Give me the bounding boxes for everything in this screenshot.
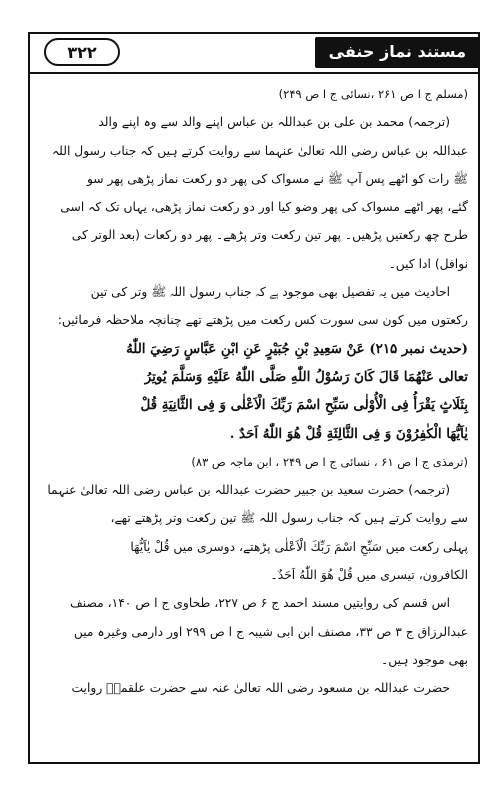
text-line: پہلی رکعت میں سَبِّحِ اسْمَ رَبِّكَ الْاَعْلٰى پڑھتے، دوسری میں قُلْ يٰاَيُّهَا (130, 539, 468, 554)
reference-line: (مسلم ج ا ص ۲۶۱ ،نسائی ج ا ص ۲۴۹) (278, 87, 468, 101)
text-line: رکعتوں میں کون سی سورت کس رکعت میں پڑھتے تھے چنانچہ ملاحظہ فرمائیں: (57, 313, 468, 328)
text-line: (ترجمہ) حضرت سعید بن جبیر حضرت عبداللہ بن عباس رضی اللہ تعالیٰ عنہما (47, 483, 450, 498)
text-line: طرح چھ رکعتیں پڑھیں۔ پھر تین رکعت وتر پڑھے۔ پھر دو رکعات (بعد الوتر کی (71, 228, 468, 243)
arabic-hadith-line: يٰاَيُّهَا الْكٰفِرُوْنَ وَ فِى الثَّالِثَةِ قُلْ هُوَ اللّٰهُ اَحَدٌ . (229, 425, 468, 442)
text-line: (ترجمہ) محمد بن علی بن عبداللہ بن عباس اپنے والد سے وہ اپنے والد (98, 115, 450, 130)
book-title: مستند نماز حنفی (315, 37, 480, 68)
text-line: عبداللہ بن عباس رضی اللہ تعالیٰ عنہما سے روایت کرتے ہیں کہ جناب رسول اللہ (51, 143, 468, 158)
arabic-hadith-line: تعالی عَنْهُمَا قَالَ كَانَ رَسُوْلُ اللّٰهِ صَلَّى اللّٰهُ عَلَيْهِ وَسَلَّمَ يُوتِرُ (144, 368, 468, 385)
text-line: بھی موجود ہیں۔ (380, 652, 468, 667)
text-line: ﷺ رات کو اٹھے پس آپ ﷺ نے مسواک کی پھر دو رکعت نماز پڑھی پھر سو (86, 171, 468, 186)
text-line: عبدالرزاق ج ۳ ص ۳۳، مصنف ابن ابی شیبہ ج ا ص ۲۹۹ اور دارمی وغیرہ میں (73, 624, 468, 639)
text-line: اس قسم کی روایتیں مسند احمد ج ۶ ص ۲۲۷، طحاوی ج ا ص ۱۴۰، مصنف (70, 596, 450, 611)
text-line: احادیث میں یہ تفصیل بھی موجود ہے کہ جناب رسول اللہ ﷺ وتر کی تین (90, 285, 450, 300)
text-line: حضرت عبداللہ بن مسعود رضی اللہ تعالیٰ عنہ سے حضرت علقمہؒ روایت (71, 681, 450, 696)
text-line: سے روایت کرتے ہیں کہ جناب رسول اللہ ﷺ تین رکعت وتر پڑھتے تھے، (110, 511, 468, 526)
text-line: گئے، پھر اٹھے مسواک کی پھر وضو کیا اور دو رکعت نماز پڑھی، یہاں تک کہ اسی (60, 200, 468, 215)
text-line: نوافل) ادا کیں۔ (388, 256, 468, 271)
page-header (28, 32, 480, 72)
reference-line: (ترمذی ج ا ص ۶۱ ، نسائی ج ا ص ۲۴۹ ، ابن ماجہ ص ۸۳) (191, 454, 468, 469)
page-number: ٣٢٢ (44, 38, 120, 66)
header-divider (28, 72, 480, 74)
text-line: الکافرون، تیسری میں قُلْ هُوَ اللّٰهُ اَحَدٌ۔ (270, 568, 468, 583)
arabic-hadith-line: (حدیث نمبر ۲۱۵) عَنْ سَعِيدِ بْنِ جُبَيْرٍ عَنِ ابْنِ عَبَّاسٍ رَضِيَ اللّٰهُ (126, 340, 468, 357)
arabic-hadith-line: بِثَلَاثٍ يَقْرَأُ فِى الْأُوْلٰى سَبِّحِ اسْمَ رَبِّكَ الْاَعْلٰى وَ فِى الثَّانِيَةِ قُلْ (140, 397, 468, 414)
page-body (40, 80, 468, 752)
